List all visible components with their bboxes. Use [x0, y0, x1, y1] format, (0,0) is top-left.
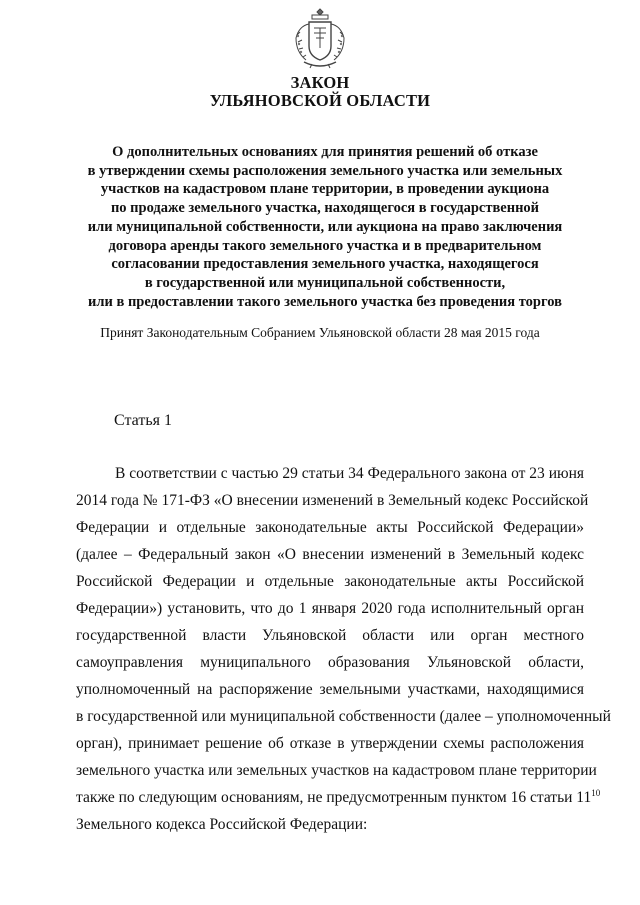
body-line: уполномоченный на распоряжение земельными участками, находящимися	[76, 681, 584, 698]
adoption-note: Принят Законодательным Собранием Ульяновской области 28 мая 2015 года	[100, 325, 540, 340]
subject-line: или в предоставлении такого земельного участка без проведения торгов	[88, 293, 562, 310]
body-line: орган), принимает решение об отказе в утверждении схемы расположения	[76, 735, 584, 752]
subject-line: в утверждении схемы расположения земельного участка или земельных	[87, 162, 563, 179]
coat-of-arms-emblem	[290, 6, 350, 70]
body-line: В соответствии с частью 29 статьи 34 Федерального закона от 23 июня	[115, 465, 584, 482]
subject-line: участков на кадастровом плане территории, в проведении аукциона	[100, 181, 550, 198]
law-title: ЗАКОН	[290, 73, 350, 92]
subject-line: в государственной или муниципальной собственности,	[144, 274, 506, 291]
body-line: самоуправления муниципального образования Ульяновской области,	[76, 654, 584, 671]
body-line: 2014 года № 171-ФЗ «О внесении изменений в Земельный кодекс Российской	[76, 492, 589, 509]
body-line-text: также по следующим основаниям, не предусмотренным пунктом 16 статьи 11	[76, 789, 592, 806]
body-line: (далее – Федеральный закон «О внесении изменений в Земельный кодекс	[76, 546, 584, 563]
law-subject	[40, 143, 610, 311]
body-line: государственной власти Ульяновской области или орган местного	[76, 627, 584, 644]
body-line: Федерации и отдельные законодательные акты Российской Федерации»	[76, 519, 584, 536]
body-line-with-superscript	[76, 784, 601, 811]
superscript: 10	[591, 788, 601, 798]
body-line: Российской Федерации и отдельные законодательные акты Российской	[76, 573, 584, 590]
body-line: Федерации») установить, что до 1 января 2020 года исполнительный орган	[76, 600, 584, 617]
subject-line: или муниципальной собственности, или аукциона на право заключения	[87, 218, 563, 235]
body-line: в государственной или муниципальной собственности (далее – уполномоченный	[76, 708, 611, 725]
body-line: Земельного кодекса Российской Федерации:	[76, 816, 368, 833]
article-body	[76, 460, 611, 838]
subject-line: согласовании предоставления земельного участка, находящегося	[111, 256, 539, 273]
subject-line: О дополнительных основаниях для принятия решений об отказе	[112, 144, 538, 160]
body-line: земельного участка или земельных участков на кадастровом плане территории	[76, 762, 597, 779]
subject-line: договора аренды такого земельного участка и в предварительном	[108, 237, 542, 254]
law-region-title: УЛЬЯНОВСКОЙ ОБЛАСТИ	[209, 91, 431, 110]
article-heading: Статья 1	[114, 412, 172, 429]
subject-line: по продаже земельного участка, находящегося в государственной	[110, 200, 540, 217]
